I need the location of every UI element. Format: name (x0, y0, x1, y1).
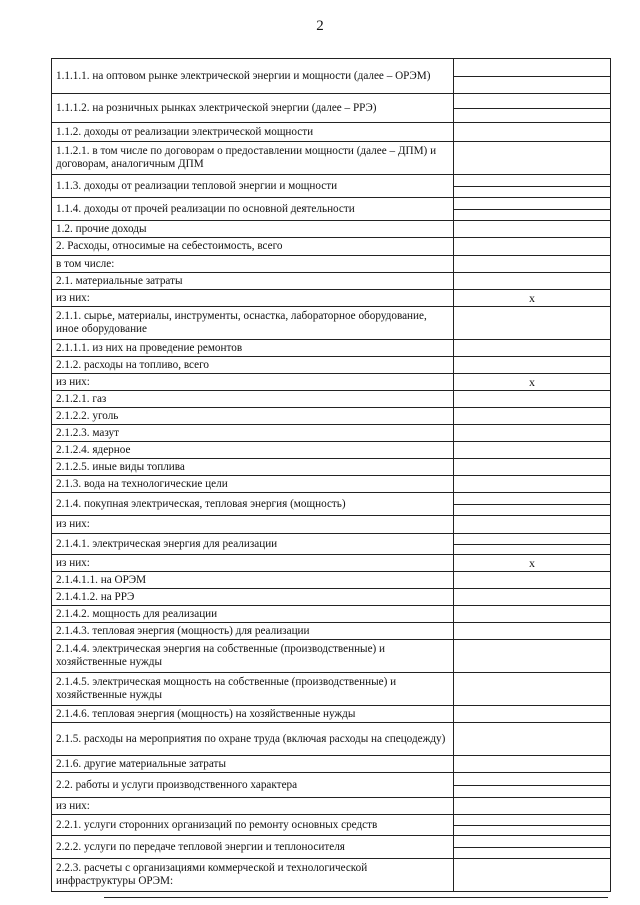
row-value-cell (454, 221, 611, 238)
row-value-cell (454, 589, 611, 606)
value-subcell-bottom (454, 77, 610, 94)
row-label: 2.1. материальные затраты (52, 273, 454, 290)
table-row (52, 357, 611, 374)
table-row (52, 773, 611, 798)
row-value-cell (454, 723, 611, 756)
row-value-cell (454, 273, 611, 290)
row-label: 2.2.3. расчеты с организациями коммерческой и технологической инфраструктуры ОРЭМ: (52, 859, 454, 892)
table-row (52, 756, 611, 773)
row-label: 2.1.1. сырье, материалы, инструменты, оснастка, лабораторное оборудование, иное оборудование (52, 307, 454, 340)
table-row (52, 836, 611, 859)
row-value-cell (454, 534, 611, 555)
row-value-cell (454, 859, 611, 892)
table-row (52, 221, 611, 238)
table-row (52, 256, 611, 273)
row-label: из них: (52, 290, 454, 307)
row-label: 2.1.2.5. иные виды топлива (52, 459, 454, 476)
table-row (52, 493, 611, 516)
table-row (52, 589, 611, 606)
report-table-body (52, 59, 611, 892)
row-value-cell (454, 623, 611, 640)
row-value-cell (454, 706, 611, 723)
row-label: 2.2.1. услуги сторонних организаций по ремонту основных средств (52, 815, 454, 836)
row-value-cell (454, 307, 611, 340)
value-subcell-top (454, 493, 610, 505)
row-label: 2.1.2.1. газ (52, 391, 454, 408)
row-label: в том числе: (52, 256, 454, 273)
row-label: 2.2.2. услуги по передаче тепловой энергии и теплоносителя (52, 836, 454, 859)
row-label: 2.1.6. другие материальные затраты (52, 756, 454, 773)
value-subcell-bottom (454, 786, 610, 798)
table-row (52, 516, 611, 534)
row-value-cell (454, 640, 611, 673)
row-label: 2.1.4.1. электрическая энергия для реализации (52, 534, 454, 555)
table-row (52, 391, 611, 408)
table-row (52, 459, 611, 476)
row-label: 2.1.2.3. мазут (52, 425, 454, 442)
table-row (52, 142, 611, 175)
page-number: 2 (316, 18, 324, 34)
row-value-cell (454, 123, 611, 142)
table-row (52, 815, 611, 836)
row-value-cell (454, 476, 611, 493)
table-row (52, 408, 611, 425)
row-value-cell (454, 142, 611, 175)
row-label: из них: (52, 516, 454, 534)
table-row (52, 425, 611, 442)
row-value-cell (454, 836, 611, 859)
row-value-cell (454, 391, 611, 408)
value-subcell-top (454, 175, 610, 187)
value-subcell-top (454, 534, 610, 545)
value-subcell-bottom (454, 505, 610, 516)
value-subcell-top (454, 815, 610, 826)
row-value-cell (454, 290, 611, 307)
row-label: 1.1.2.1. в том числе по договорам о предоставлении мощности (далее – ДПМ) и договорам, аналогичным ДПМ (52, 142, 454, 175)
table-row (52, 606, 611, 623)
row-value-cell (454, 773, 611, 798)
value-subcell-bottom (454, 545, 610, 555)
row-label: 2.1.2.2. уголь (52, 408, 454, 425)
value-subcell-top (454, 59, 610, 77)
table-row (52, 198, 611, 221)
row-value-cell (454, 516, 611, 534)
row-value: x (529, 374, 535, 389)
value-subcell-top (454, 773, 610, 786)
row-label: 2.1.2.4. ядерное (52, 442, 454, 459)
value-subcell-top (454, 198, 610, 210)
row-label: 2.1.4.2. мощность для реализации (52, 606, 454, 623)
table-row (52, 476, 611, 493)
value-subcell-bottom (454, 848, 610, 859)
row-label: 1.1.1.2. на розничных рынках электрической энергии (далее – РРЭ) (52, 94, 454, 123)
row-label: 2.1.4.4. электрическая энергия на собственные (производственные) и хозяйственные нужды (52, 640, 454, 673)
row-value-cell (454, 59, 611, 94)
row-value-cell (454, 572, 611, 589)
row-value-cell (454, 374, 611, 391)
row-value-cell (454, 798, 611, 815)
table-row (52, 59, 611, 94)
table-row (52, 640, 611, 673)
row-label: 2. Расходы, относимые на себестоимость, всего (52, 238, 454, 256)
table-row (52, 123, 611, 142)
row-label: из них: (52, 798, 454, 815)
row-label: 2.1.4. покупная электрическая, тепловая энергия (мощность) (52, 493, 454, 516)
row-value-cell (454, 198, 611, 221)
row-value-cell (454, 493, 611, 516)
table-row (52, 534, 611, 555)
row-label: 2.1.4.1.2. на РРЭ (52, 589, 454, 606)
row-label: 2.2. работы и услуги производственного характера (52, 773, 454, 798)
row-value-cell (454, 442, 611, 459)
table-row (52, 290, 611, 307)
row-value-cell (454, 256, 611, 273)
table-row (52, 798, 611, 815)
table-row (52, 442, 611, 459)
value-subcell-bottom (454, 826, 610, 836)
row-label: 1.1.2. доходы от реализации электрической мощности (52, 123, 454, 142)
row-label: 2.1.4.5. электрическая мощность на собственные (производственные) и хозяйственные нужды (52, 673, 454, 706)
row-value-cell (454, 673, 611, 706)
table-row (52, 374, 611, 391)
value-subcell-top (454, 836, 610, 848)
table-row (52, 673, 611, 706)
row-label: 2.1.3. вода на технологические цели (52, 476, 454, 493)
row-value-cell (454, 238, 611, 256)
row-label: 1.2. прочие доходы (52, 221, 454, 238)
row-value-cell (454, 408, 611, 425)
table-row (52, 723, 611, 756)
table-row (52, 238, 611, 256)
row-value-cell (454, 756, 611, 773)
row-value-cell (454, 175, 611, 198)
row-label: из них: (52, 374, 454, 391)
row-value-cell (454, 94, 611, 123)
value-subcell-bottom (454, 109, 610, 123)
row-label: из них: (52, 555, 454, 572)
row-value-cell (454, 555, 611, 572)
row-value: x (529, 290, 535, 305)
report-table (51, 58, 611, 892)
row-label: 2.1.4.3. тепловая энергия (мощность) для реализации (52, 623, 454, 640)
row-label: 1.1.1.1. на оптовом рынке электрической энергии и мощности (далее – ОРЭМ) (52, 59, 454, 94)
row-value-cell (454, 606, 611, 623)
row-label: 1.1.3. доходы от реализации тепловой энергии и мощности (52, 175, 454, 198)
row-label: 2.1.5. расходы на мероприятия по охране труда (включая расходы на спецодежду) (52, 723, 454, 756)
row-value-cell (454, 340, 611, 357)
table-row (52, 175, 611, 198)
row-value-cell (454, 425, 611, 442)
table-row (52, 94, 611, 123)
table-row (52, 572, 611, 589)
table-row (52, 340, 611, 357)
row-label: 2.1.1.1. из них на проведение ремонтов (52, 340, 454, 357)
row-label: 2.1.4.1.1. на ОРЭМ (52, 572, 454, 589)
value-subcell-top (454, 94, 610, 109)
row-label: 1.1.4. доходы от прочей реализации по основной деятельности (52, 198, 454, 221)
row-value-cell (454, 459, 611, 476)
row-label: 2.1.2. расходы на топливо, всего (52, 357, 454, 374)
table-row (52, 307, 611, 340)
value-subcell-bottom (454, 210, 610, 221)
value-subcell-bottom (454, 187, 610, 198)
table-row (52, 859, 611, 892)
row-value-cell (454, 815, 611, 836)
row-value: x (529, 555, 535, 570)
table-row (52, 623, 611, 640)
row-label: 2.1.4.6. тепловая энергия (мощность) на хозяйственные нужды (52, 706, 454, 723)
table-row (52, 273, 611, 290)
row-value-cell (454, 357, 611, 374)
table-continuation-line (104, 897, 608, 898)
table-row (52, 706, 611, 723)
table-row (52, 555, 611, 572)
